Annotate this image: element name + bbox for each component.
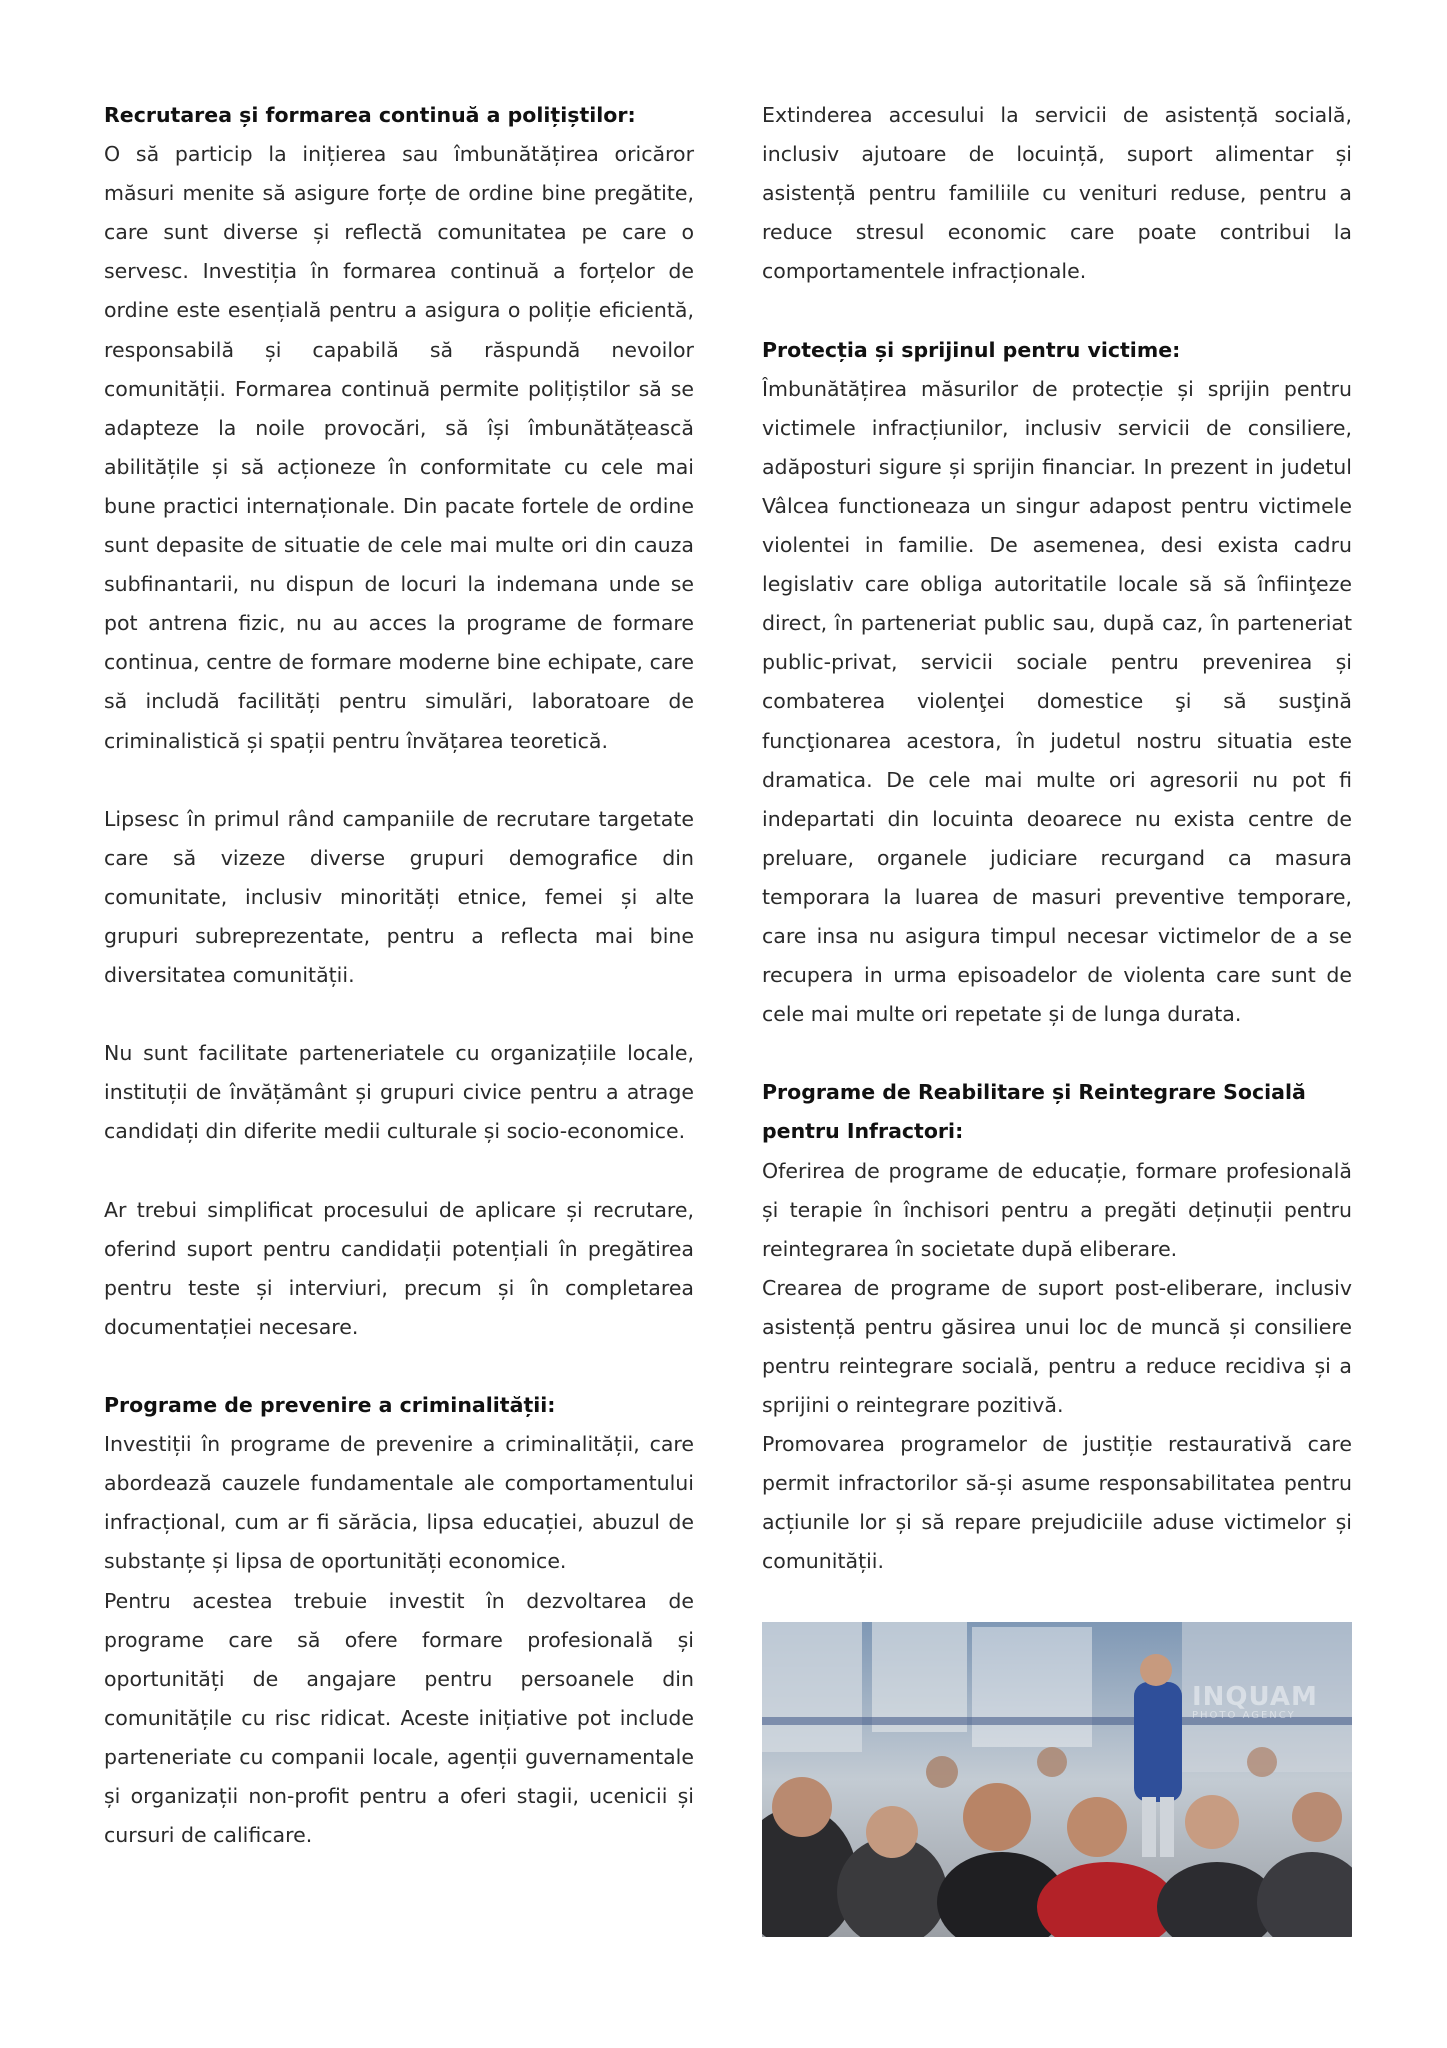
heading-reabilitare: Programe de Reabilitare și Reintegrare Socială pentru Infractori: [762, 1080, 1306, 1144]
paragraph-lipsesc: Lipsesc în primul rând campaniile de recrutare targetate care să vizeze diverse grupuri demografice din comunitate, inclusiv minorități etnice, femei și alte grupuri subreprezentate, pentru a reflecta mai bine diversitatea comunității. [104, 806, 694, 988]
paragraph-investitii: Investiții în programe de prevenire a criminalității, care abordează cauzele fundamentale ale comportamentului infracțional, cum ar fi sărăcia, lipsa educației, abuzul de substanțe și lipsa de oportunități economice. [104, 1432, 694, 1574]
left-column [104, 96, 694, 1855]
heading-victime: Protecția și sprijinul pentru victime: [762, 337, 1181, 362]
right-column [762, 96, 1352, 1937]
paragraph-simplificat: Ar trebui simplificat procesului de aplicare și recrutare, oferind suport pentru candidații potențiali în pregătirea pentru teste și interviuri, precum și în completarea documentației necesare. [104, 1197, 694, 1339]
paragraph-oferirea: Oferirea de programe de educație, formare profesională și terapie în închisori pentru a pregăti deținuții pentru reintegrarea în societate după eliberare. [762, 1158, 1352, 1261]
paragraph-parteneriate: Nu sunt facilitate parteneriatele cu organizațiile locale, instituții de învățământ și grupuri civice pentru a atrage candidați din diferite medii culturale și socio-economice. [104, 1041, 694, 1144]
photo-illustration [762, 1622, 1352, 1937]
paragraph-victime: Îmbunătățirea măsurilor de protecție și sprijin pentru victimele infracțiunilor, inclusiv servicii de consiliere, adăposturi sigure și sprijin financiar. In prezent in judetul Vâlcea functioneaza un singur adapost pentru victimele violentei in familie. De asemenea, desi exista cadru legislativ care obliga autoritatile locale să să înfiinţeze direct, în parteneriat public sau, după caz, în parteneriat public-privat, servicii sociale pentru prevenirea și combaterea violenţei domestice şi să susţină funcţionarea acestora, în judetul nostru situatia este dramatica. De cele mai multe ori agresorii nu pot fi indepartati din locuinta deoarece nu exista centre de preluare, organele judiciare recurgand ca masura temporara la luarea de masuri preventive temporare, care insa nu asigura timpul necesar victimelor de a se recupera in urma episoadelor de violenta care sunt de cele mai multe ori repetate și de lunga durata. [762, 376, 1352, 1027]
paragraph-pentru: Pentru acestea trebuie investit în dezvoltarea de programe care să ofere formare profesională și oportunități de angajare pentru persoanele din comunitățile cu risc ridicat. Aceste inițiative pot include parteneriate cu companii locale, agenții guvernamentale și organizații non-profit pentru a oferi stagii, ucenicii și cursuri de calificare. [104, 1588, 694, 1848]
paragraph-promovarea: Promovarea programelor de justiție restaurativă care permit infractorilor să-și asume responsabilitatea pentru acțiunile lor și să repare prejudiciile aduse victimelor și comunității. [762, 1432, 1352, 1574]
paragraph-crearea: Crearea de programe de suport post-eliberare, inclusiv asistență pentru găsirea unui loc de muncă și consiliere pentru reintegrare socială, pentru a reduce recidiva și a sprijini o reintegrare pozitivă. [762, 1275, 1352, 1418]
paragraph-recrutare: O să particip la inițierea sau îmbunătățirea oricăror măsuri menite să asigure forțe de ordine bine pregătite, care sunt diverse și reflectă comunitatea pe care o servesc. Investiția în formarea continuă a forțelor de ordine este esențială pentru a asigura o poliție eficientă, responsabilă și capabilă să răspundă nevoilor comunității. Formarea continuă permite polițiștilor să se adapteze la noile provocări, să își îmbunătățească abilitățile și să acționeze în conformitate cu cele mai bune practici internaționale. Din pacate fortele de ordine sunt depasite de situatie de cele mai multe ori din cauza subfinantarii, nu dispun de locuri la indemana unde se pot antrena fizic, nu au acces la programe de formare continua, centre de formare moderne bine echipate, care să includă facilități pentru simulări, laboratoare de criminalistică și spații pentru învățarea teoretică. [104, 142, 694, 753]
classroom-photo [762, 1622, 1352, 1937]
photo-watermark: INQUAM PHOTO AGENCY [1192, 1681, 1318, 1721]
paragraph-extinderea: Extinderea accesului la servicii de asistență socială, inclusiv ajutoare de locuință, suport alimentar și asistență pentru familiile cu venituri reduse, pentru a reduce stresul economic care poate contribui la comportamentele infracționale. [762, 103, 1352, 284]
heading-prevenire: Programe de prevenire a criminalității: [104, 1393, 556, 1418]
heading-recrutare: Recrutarea și formarea continuă a polițiștilor: [104, 103, 636, 127]
